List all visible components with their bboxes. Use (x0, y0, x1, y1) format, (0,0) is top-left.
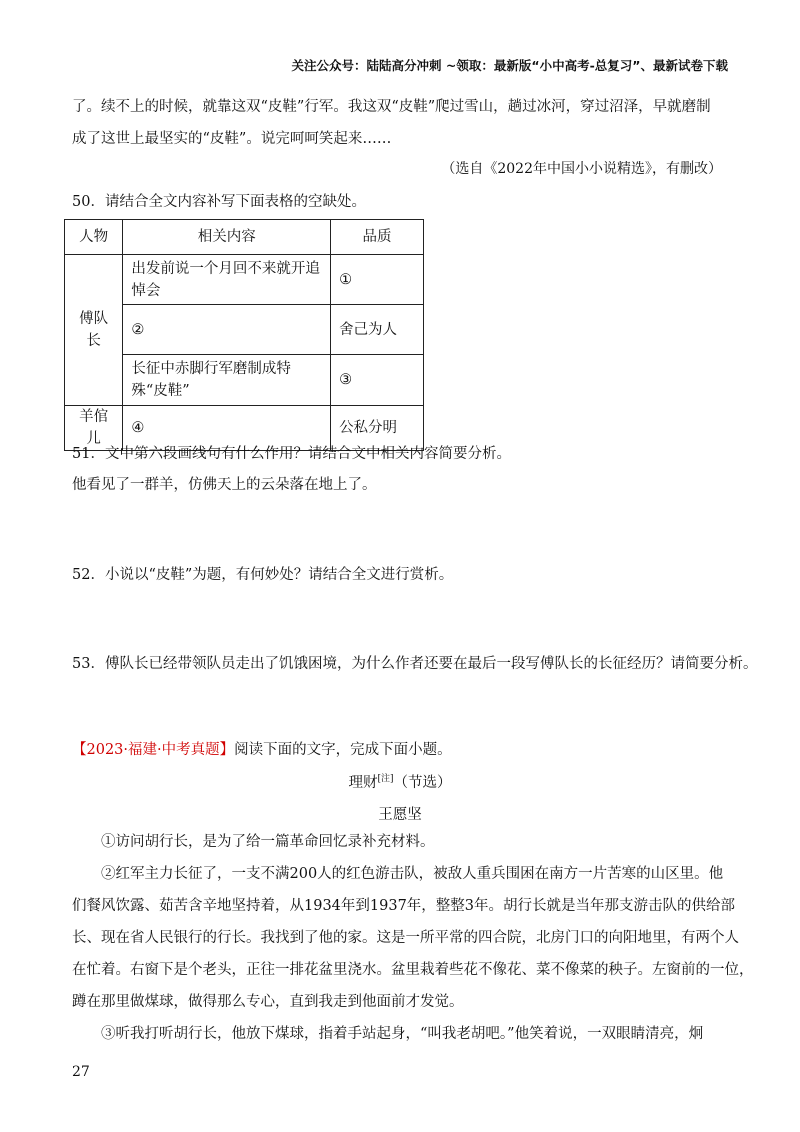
paragraph-line: 蹲在那里做煤球，做得那么专心，直到我走到他面前才发觉。 (72, 994, 464, 1010)
table-cell-quality: 公私分明 (331, 406, 424, 451)
question-51: 51．文中第六段画线句有什么作用？请结合文中相关内容简要分析。 (72, 446, 511, 462)
table-cell-quality: ① (331, 255, 424, 305)
section-instruction: 阅读下面的文字，完成下面小题。 (234, 742, 452, 758)
table-header-content: 相关内容 (123, 220, 331, 255)
story-ending (72, 91, 732, 155)
passage-paragraph-1: ①访问胡行长，是为了给一篇革命回忆录补充材料。 (101, 834, 435, 850)
question-50: 50．请结合全文内容补写下面表格的空缺处。 (72, 194, 366, 210)
paragraph-line: 们餐风饮露、茹苦含辛地坚持着，从1934年到1937年，整整3年。胡行长就是当年那支游击队的供给部 (72, 898, 736, 914)
story-source: （选自《2022年中国小小说精选》，有删改） (441, 161, 722, 177)
story-line-1: 了。续不上的时候，就靠这双“皮鞋”行军。我这双“皮鞋”爬过雪山，趟过冰河，穿过沼泽，早就磨制 (72, 99, 711, 115)
note-mark: [注] (377, 774, 394, 785)
table-cell-content: 长征中赤脚行军磨制成特殊“皮鞋” (123, 355, 331, 406)
question-52: 52．小说以“皮鞋”为题，有何妙处？请结合全文进行赏析。 (72, 567, 454, 583)
page-number: 27 (72, 1064, 90, 1080)
table-cell-quality: ③ (331, 355, 424, 406)
table-cell-content: 出发前说一个月回不来就开追悼会 (123, 255, 331, 305)
paragraph-line: 长、现在省人民银行的行长。我找到了他的家。这是一所平常的四合院，北房门口的向阳地里，有两个人 (72, 930, 739, 946)
table-cell-person: 羊倌儿 (65, 406, 123, 451)
story-line-2: 成了这世上最坚实的“皮鞋”。说完呵呵笑起来…… (72, 131, 392, 147)
question-53: 53．傅队长已经带领队员走出了饥饿困境，为什么作者还要在最后一段写傅队长的长征经历？请简要分析。 (72, 656, 758, 672)
paragraph-line: ②红军主力长征了，一支不满200人的红色游击队，被敌人重兵围困在南方一片苦寒的山区里。他 (101, 866, 724, 882)
answer-table (64, 219, 424, 451)
passage-title-suffix: （节选） (393, 775, 452, 791)
table-cell-content: ② (123, 305, 331, 355)
table-header-quality: 品质 (331, 220, 424, 255)
passage-paragraph-2 (72, 858, 754, 1018)
table-header-row (65, 220, 424, 255)
table-cell-content: ④ (123, 406, 331, 451)
table-header-person: 人物 (65, 220, 123, 255)
table-row (65, 255, 424, 305)
passage-paragraph-3: ③听我打听胡行长，他放下煤球，指着手站起身，“叫我老胡吧。”他笑着说，一双眼睛清亮，炯 (101, 1026, 704, 1042)
page-header: 关注公众号：陆陆高分冲刺 ~领取：最新版“小中高考-总复习”、最新试卷下载 (291, 58, 728, 73)
table-cell-quality: 舍己为人 (331, 305, 424, 355)
section-intro (72, 738, 452, 759)
paragraph-line: 在忙着。右窗下是个老头，正往一排花盆里浇水。盆里栽着些花不像花、菜不像菜的秧子。左窗前的一位， (72, 962, 754, 978)
passage-title-text: 理财 (348, 775, 378, 791)
exam-source-tag: 【2023·福建·中考真题】 (72, 742, 235, 758)
passage-author: 王愿坚 (378, 807, 422, 823)
question-51-quote: 他看见了一群羊，仿佛天上的云朵落在地上了。 (72, 477, 377, 493)
passage-title (0, 771, 800, 792)
table-cell-person: 傅队长 (65, 255, 123, 406)
